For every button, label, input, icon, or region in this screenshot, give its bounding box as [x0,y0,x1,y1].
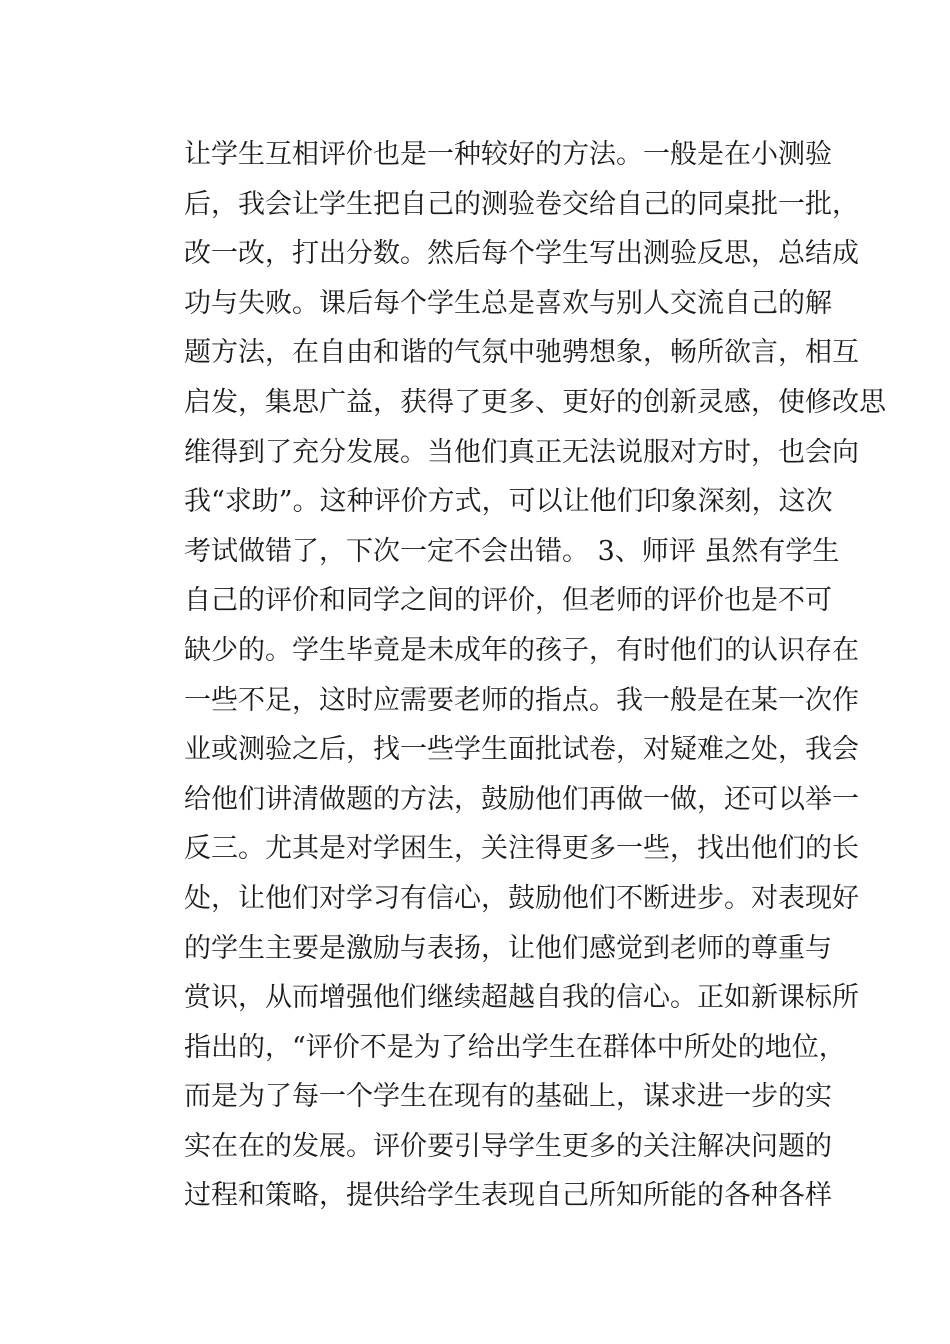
text-line-7: 维得到了充分发展。当他们真正无法说服对方时，也会向 [184,436,859,468]
text-line-15: 反三。尤其是对学困生，关注得更多一些，找出他们的长 [184,833,859,865]
text-line-16: 处，让他们对学习有信心，鼓励他们不断进步。对表现好 [184,882,859,914]
text-line-11: 缺少的。学生毕竟是未成年的孩子，有时他们的认识存在 [184,634,859,666]
text-line-18: 赏识，从而增强他们继续超越自我的信心。正如新课标所 [184,982,859,1014]
text-line-17: 的学生主要是激励与表扬，让他们感觉到老师的尊重与 [184,932,832,964]
text-line-1: 让学生互相评价也是一种较好的方法。一般是在小测验 [184,139,832,170]
text-line-8: 我“求助”。这种评价方式，可以让他们印象深刻，这次 [184,486,833,518]
text-line-13: 业或测验之后，找一些学生面批试卷，对疑难之处，我会 [184,734,859,766]
text-line-2: 后，我会让学生把自己的测验卷交给自己的同桌批一批， [184,188,859,220]
text-line-14: 给他们讲清做题的方法，鼓励他们再做一做，还可以举一 [184,783,859,815]
text-line-6: 启发，集思广益，获得了更多、更好的创新灵感，使修改思 [184,386,886,418]
text-line-22: 过程和策略，提供给学生表现自己所知所能的各种各样 [184,1180,832,1212]
text-line-3: 改一改，打出分数。然后每个学生写出测验反思，总结成 [184,238,859,270]
text-line-21: 实在在的发展。评价要引导学生更多的关注解决问题的 [184,1130,832,1162]
text-line-5: 题方法，在自由和谐的气氛中驰骋想象，畅所欲言，相互 [184,337,859,369]
text-line-20: 而是为了每一个学生在现有的基础上，谋求进一步的实 [184,1081,832,1113]
text-line-10: 自己的评价和同学之间的评价，但老师的评价也是不可 [184,585,832,617]
text-line-12: 一些不足，这时应需要老师的指点。我一般是在某一次作 [184,684,859,716]
body-text [184,130,886,1221]
text-line-19: 指出的，“评价不是为了给出学生在群体中所处的地位， [184,1031,846,1063]
text-line-4: 功与失败。课后每个学生总是喜欢与别人交流自己的解 [184,287,832,319]
text-line-9: 考试做错了，下次一定不会出错。 3、师评 虽然有学生 [184,535,840,567]
